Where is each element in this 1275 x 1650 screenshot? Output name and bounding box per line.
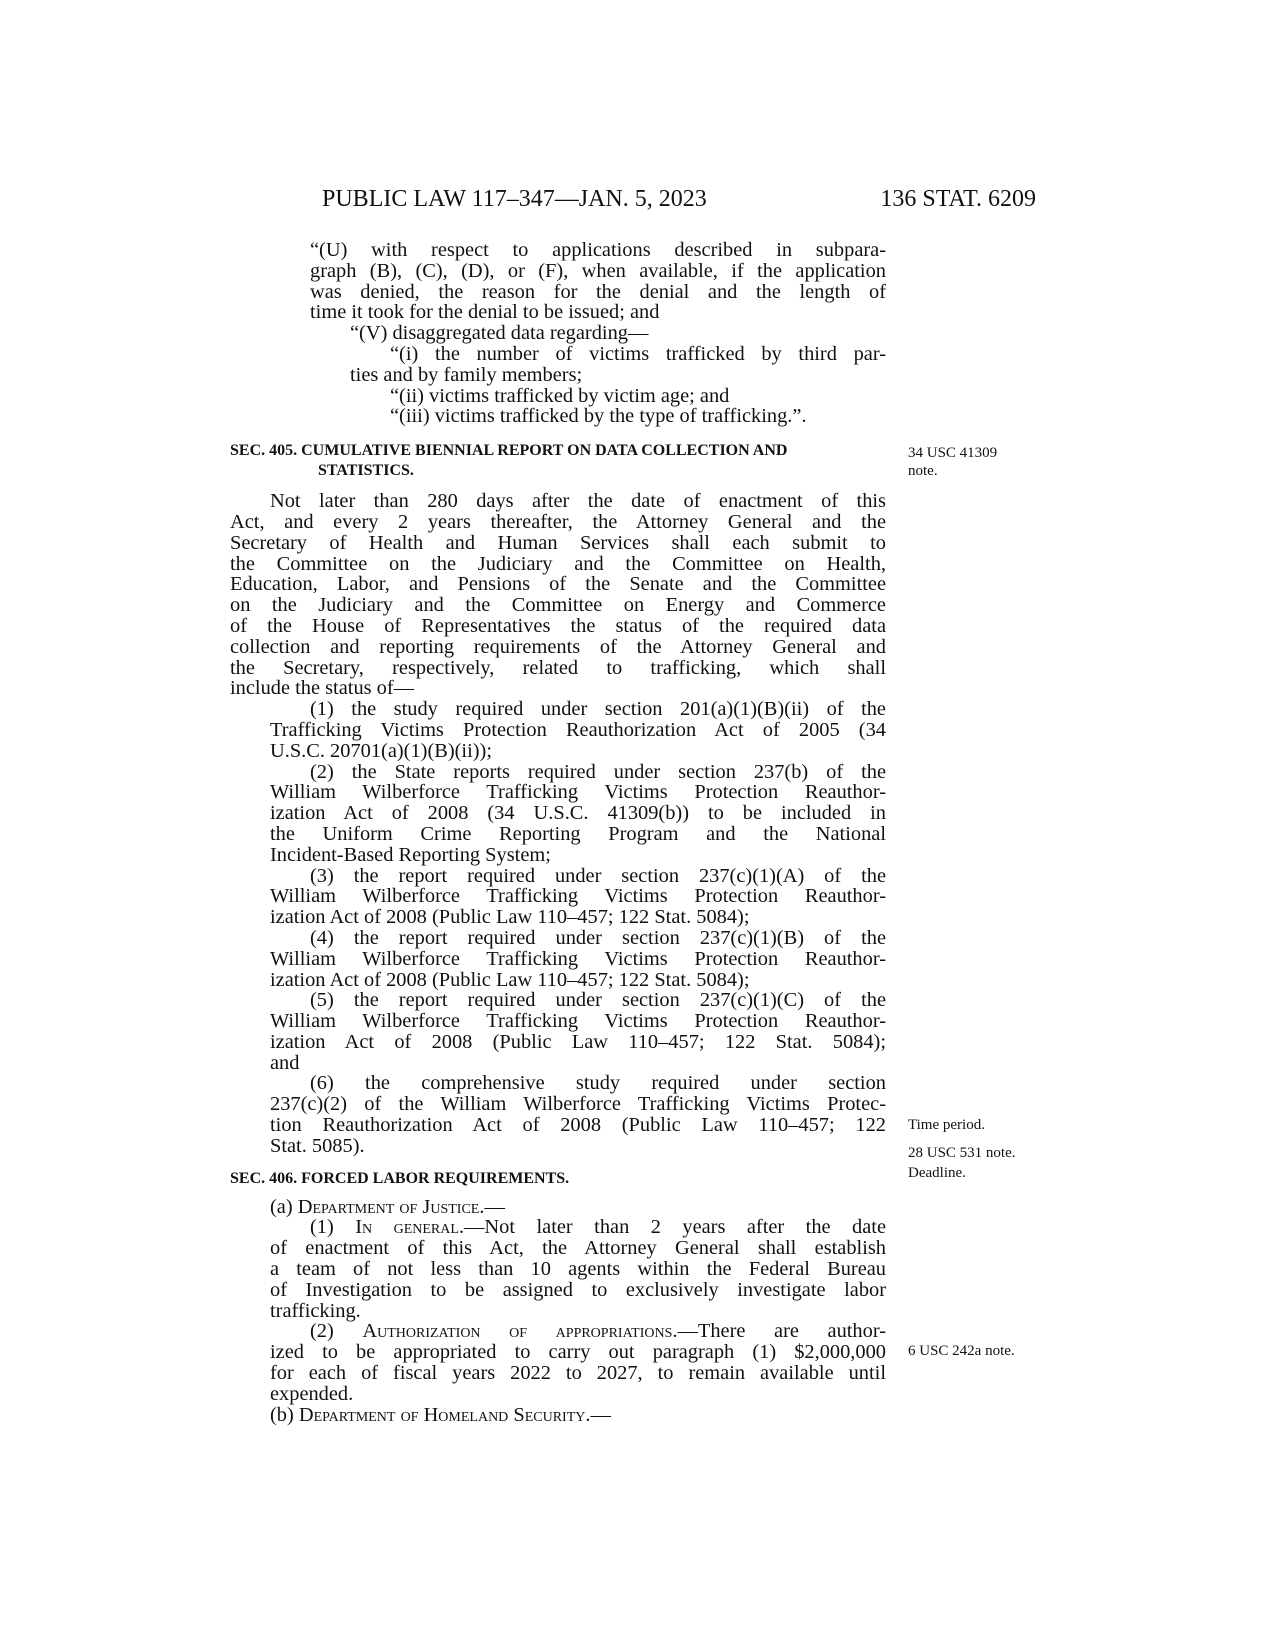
item-line: and (270, 1051, 300, 1074)
item-line: Stat. 5085). (270, 1134, 365, 1157)
clause-u-line: was denied, the reason for the denial and the length of (310, 280, 886, 303)
item-line: 237(c)(2) of the William Wilberforce Trafficking Victims Protec- (270, 1093, 886, 1116)
subsection-a-title: Department of Justice (297, 1195, 480, 1218)
section-405-intro (230, 491, 886, 699)
item-line: ization Act of 2008 (Public Law 110–457; 122 Stat. 5084); (270, 968, 750, 991)
item-line: U.S.C. 20701(a)(1)(B)(ii)); (270, 739, 492, 762)
subsection-a-suffix: .— (479, 1195, 505, 1218)
intro-line: collection and reporting requirements of the Attorney General and (230, 635, 886, 658)
margin-note-usc-41309 (908, 444, 997, 480)
clause-u-line: graph (B), (C), (D), or (F), when available, if the application (310, 259, 886, 282)
section-405-heading-line: SEC. 405. CUMULATIVE BIENNIAL REPORT ON DATA COLLECTION AND (230, 442, 788, 460)
subsection-b-prefix: (b) (270, 1403, 299, 1426)
paragraph-a2-first-line (230, 1321, 886, 1342)
item-line: William Wilberforce Trafficking Victims Protection Reauthor- (270, 885, 886, 908)
paragraph-a2-rest: .—There are author- (672, 1320, 886, 1343)
subsection-b-heading (230, 1405, 886, 1426)
margin-note-time-period: Time period. (908, 1117, 985, 1133)
margin-note-deadline: Deadline. (908, 1165, 966, 1181)
paragraph-a2-title: Authorization of appropriations (362, 1320, 673, 1343)
running-title: PUBLIC LAW 117–347—JAN. 5, 2023 (322, 186, 707, 212)
intro-line: the Secretary, respectively, related to trafficking, which shall (230, 656, 886, 679)
margin-note-usc-242a: 6 USC 242a note. (908, 1343, 1015, 1359)
clause-i-line: “(i) the number of victims trafficked by third par- (390, 342, 886, 365)
intro-line: Education, Labor, and Pensions of the Senate and the Committee (230, 573, 886, 596)
paragraph-a2-line: expended. (270, 1382, 354, 1405)
item-line: Incident-Based Reporting System; (270, 843, 551, 866)
paragraph-a1-rest: .—Not later than 2 years after the date (458, 1216, 886, 1239)
item-3 (230, 866, 886, 928)
page-folio: 136 STAT. 6209 (880, 186, 1036, 212)
paragraph-a1-title: In general (355, 1216, 459, 1239)
item-line: (1) the study required under section 201(a)(1)(B)(ii) of the (310, 698, 886, 721)
item-line: (3) the report required under section 237(c)(1)(A) of the (310, 864, 886, 887)
margin-note-usc-531: 28 USC 531 note. (908, 1145, 1016, 1161)
item-line: (2) the State reports required under section 237(b) of the (310, 760, 886, 783)
item-line: ization Act of 2008 (34 U.S.C. 41309(b)) to be included in (270, 802, 886, 825)
item-line: (4) the report required under section 237(c)(1)(B) of the (310, 926, 886, 949)
item-4 (230, 928, 886, 990)
paragraph-a1-line: of enactment of this Act, the Attorney General shall establish (270, 1237, 886, 1260)
item-line: ization Act of 2008 (Public Law 110–457; 122 Stat. 5084); (270, 1030, 886, 1053)
section-405 (230, 441, 886, 1157)
section-406-heading: SEC. 406. FORCED LABOR REQUIREMENTS. (230, 1169, 570, 1187)
clause-u-line: “(U) with respect to applications described in subpara- (310, 239, 886, 261)
paragraph-a1-first-line (230, 1217, 886, 1238)
item-line: (6) the comprehensive study required under section (310, 1072, 886, 1095)
subsection-a-prefix: (a) (270, 1195, 298, 1218)
paragraph-a1-line: of Investigation to be assigned to exclusively investigate labor (270, 1278, 886, 1301)
item-line: William Wilberforce Trafficking Victims Protection Reauthor- (270, 781, 886, 804)
paragraph-a2-line: ized to be appropriated to carry out paragraph (1) $2,000,000 (270, 1341, 886, 1364)
item-line: ization Act of 2008 (Public Law 110–457; 122 Stat. 5084); (270, 906, 750, 929)
intro-line: Secretary of Health and Human Services shall each submit to (230, 531, 886, 554)
subsection-b-suffix: .— (585, 1403, 611, 1426)
intro-line: of the House of Representatives the status of the required data (230, 614, 886, 637)
item-line: William Wilberforce Trafficking Victims Protection Reauthor- (270, 1010, 886, 1033)
item-line: (5) the report required under section 237(c)(1)(C) of the (310, 989, 886, 1012)
item-line: Trafficking Victims Protection Reauthorization Act of 2005 (34 (270, 718, 886, 741)
main-text (230, 240, 886, 1429)
clause-ii-line: “(ii) victims trafficked by victim age; and (390, 384, 730, 407)
top-clause-block (230, 240, 886, 427)
clause-v-line: “(V) disaggregated data regarding— (350, 322, 649, 345)
section-405-heading (230, 441, 886, 481)
paragraph-a1-prefix: (1) (310, 1216, 356, 1239)
item-line: the Uniform Crime Reporting Program and the National (270, 822, 886, 845)
margin-note-line: note. (908, 463, 938, 479)
subsection-b-title: Department of Homeland Security (298, 1403, 586, 1426)
item-6 (230, 1073, 886, 1156)
paragraph-a1-line: a team of not less than 10 agents within the Federal Bureau (270, 1258, 886, 1281)
intro-line: on the Judiciary and the Committee on Energy and Commerce (230, 594, 886, 617)
intro-line: the Committee on the Judiciary and the Committee on Health, (230, 552, 886, 575)
item-5 (230, 990, 886, 1073)
paragraph-a1-line: trafficking. (270, 1299, 361, 1322)
item-line: William Wilberforce Trafficking Victims Protection Reauthor- (270, 947, 886, 970)
clause-iii-line: “(iii) victims trafficked by the type of trafficking.”. (390, 405, 807, 428)
item-1 (230, 699, 886, 761)
clause-i-line: ties and by family members; (350, 363, 583, 386)
section-406 (230, 1169, 886, 1426)
margin-note-line: 34 USC 41309 (908, 445, 998, 461)
subsection-a-heading (230, 1197, 886, 1218)
paragraph-a2-line: for each of fiscal years 2022 to 2027, to remain available until (270, 1362, 886, 1385)
intro-line: Act, and every 2 years thereafter, the Attorney General and the (230, 510, 886, 533)
intro-line: include the status of— (230, 677, 415, 700)
intro-line: Not later than 280 days after the date of enactment of this (270, 490, 886, 513)
page-header (230, 186, 1036, 220)
item-line: tion Reauthorization Act of 2008 (Public Law 110–457; 122 (270, 1114, 886, 1137)
item-2 (230, 762, 886, 866)
section-405-heading-line: STATISTICS. (318, 462, 414, 480)
clause-u-line: time it took for the denial to be issued; and (310, 301, 660, 324)
paragraph-a2-prefix: (2) (310, 1320, 363, 1343)
